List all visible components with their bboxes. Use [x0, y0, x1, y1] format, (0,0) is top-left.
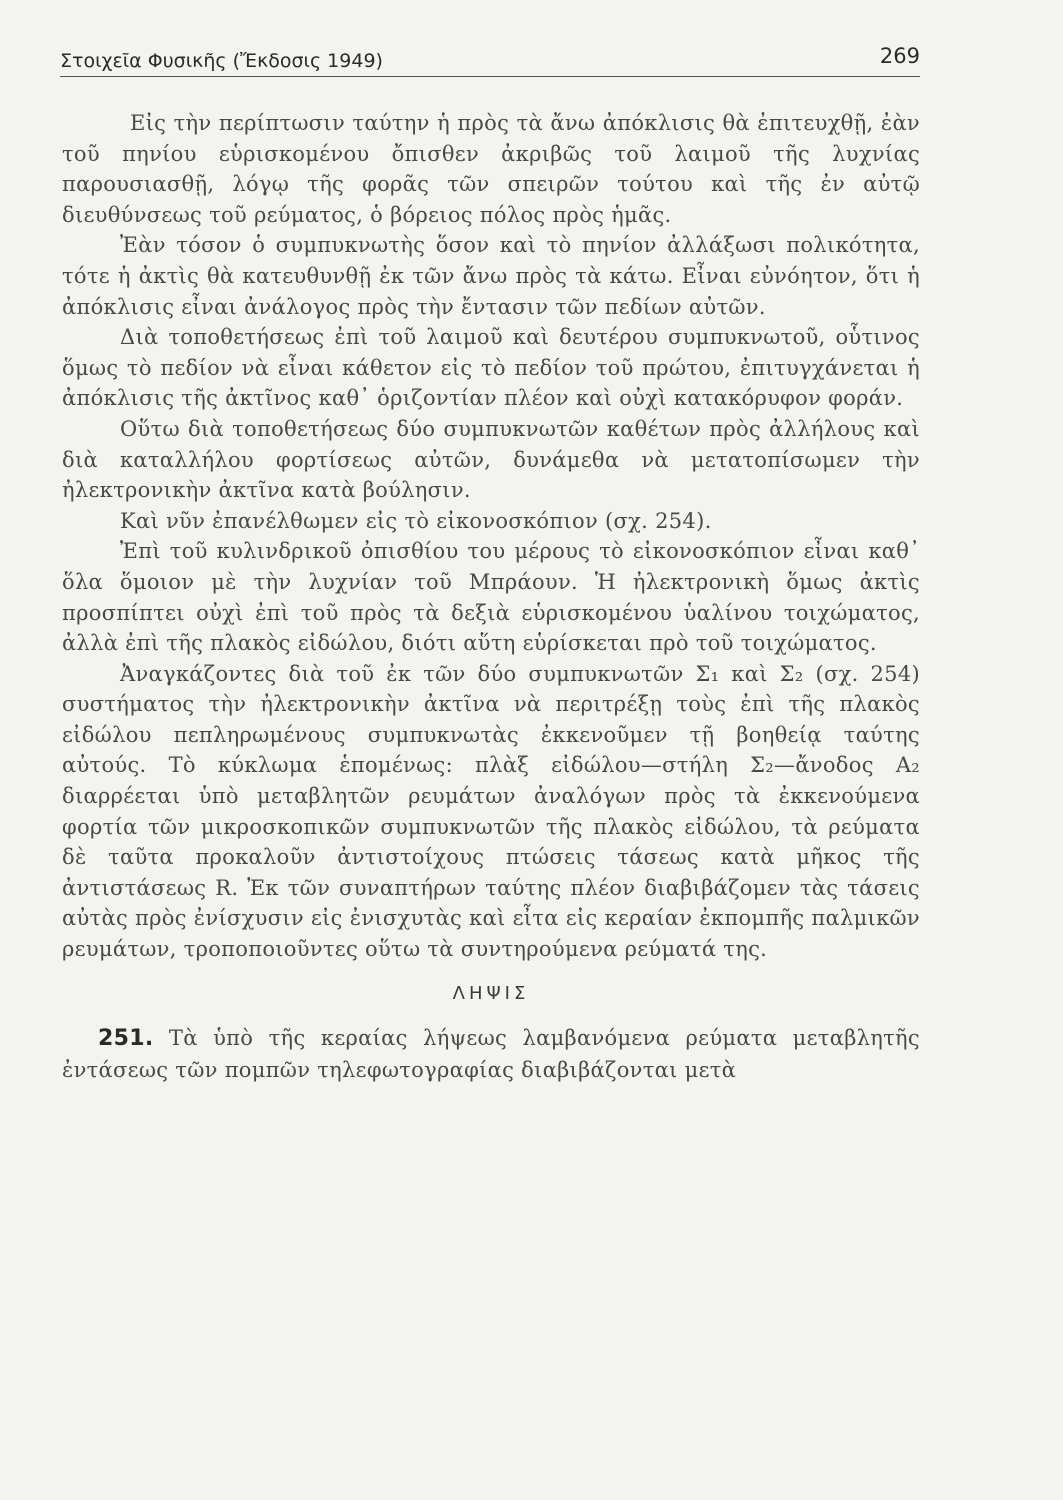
paragraph-number: 251.	[98, 1026, 154, 1052]
page-number: 269	[879, 44, 920, 68]
paragraph: Καὶ νῦν ἐπανέλθωμεν εἰς τὸ εἰκονοσκόπιον (σχ. 254).	[120, 508, 712, 533]
running-title: Στοιχεῖα Φυσικῆς (Ἔκδοσις 1949)	[60, 50, 383, 72]
numbered-paragraph	[62, 1023, 920, 1085]
paragraph: Ἐπὶ τοῦ κυλινδρικοῦ ὀπισθίου του μέρους τὸ εἰκονοσκόπιον εἶναι καθ᾽ ὅλα ὅμοιον μὲ τὴν λυχνίαν τοῦ Μπράουν. Ἡ ἠλεκτρονικὴ ὅμως ἀκτὶς προσπίπτει οὐχὶ ἐπὶ τοῦ πρὸς τὰ δεξιὰ εὑρισκομένου ὑαλίνου τοιχώματος, ἀλλὰ ἐπὶ τῆς πλακὸς εἰδώλου, διότι αὕτη εὑρίσκεται πρὸ τοῦ τοιχώματος.	[62, 539, 920, 656]
paragraph-text: Τὰ ὑπὸ τῆς κεραίας λήψεως λαμβανόμενα ρεύματα μεταβλητῆς ἐντάσεως τῶν πομπῶν τηλεφωτογραφίας διαβιβάζονται μετὰ	[62, 1026, 920, 1082]
section-heading: ΛΗΨΙΣ	[452, 982, 530, 1004]
body-text	[62, 108, 920, 1085]
paragraph: Διὰ τοποθετήσεως ἐπὶ τοῦ λαιμοῦ καὶ δευτέρου συμπυκνωτοῦ, οὗτινος ὅμως τὸ πεδίον νὰ εἶναι κάθετον εἰς τὸ πεδίον τοῦ πρώτου, ἐπιτυγχάνεται ἡ ἀπόκλισις τῆς ἀκτῖνος καθ᾽ ὁριζοντίαν πλέον καὶ οὐχὶ κατακόρυφον φοράν.	[62, 325, 920, 411]
paragraph: Ἐὰν τόσον ὁ συμπυκνωτὴς ὅσον καὶ τὸ πηνίον ἀλλάξωσι πολικότητα, τότε ἡ ἀκτὶς θὰ κατευθυνθῇ ἐκ τῶν ἄνω πρὸς τὰ κάτω. Εἶναι εὐνόητον, ὅτι ἡ ἀπόκλισις εἶναι ἀνάλογος πρὸς τὴν ἔντασιν τῶν πεδίων αὐτῶν.	[62, 233, 920, 319]
running-header	[60, 44, 920, 77]
paragraph: Ἀναγκάζοντες διὰ τοῦ ἐκ τῶν δύο συμπυκνωτῶν Σ₁ καὶ Σ₂ (σχ. 254) συστήματος τὴν ἠλεκτρονικὴν ἀκτῖνα νὰ περιτρέξῃ τοὺς ἐπὶ τῆς πλακὸς εἰδώλου πεπληρωμένους συμπυκνωτὰς ἐκκενοῦμεν τῇ βοηθείᾳ ταύτης αὐτούς. Τὸ κύκλωμα ἑπομένως: πλὰξ εἰδώλου—στήλη Σ₂—ἄνοδος Α₂ διαρρέεται ὑπὸ μεταβλητῶν ρευμάτων ἀναλόγων πρὸς τὰ ἐκκενούμενα φορτία τῶν μικροσκοπικῶν συμπυκνωτῶν τῆς πλακὸς εἰδώλου, τὰ ρεύματα δὲ ταῦτα προκαλοῦν ἀντιστοίχους πτώσεις τάσεως κατὰ μῆκος τῆς ἀντιστάσεως R. Ἐκ τῶν συναπτήρων ταύτης πλέον διαβιβάζομεν τὰς τάσεις αὐτὰς πρὸς ἐνίσχυσιν εἰς ἐνισχυτὰς καὶ εἶτα εἰς κεραίαν ἐκπομπῆς παλμικῶν ρευμάτων, τροποποιοῦντες οὕτω τὰ συντηρούμενα ρεύματά της.	[62, 661, 920, 962]
paragraph: Εἰς τὴν περίπτωσιν ταύτην ἡ πρὸς τὰ ἄνω ἀπόκλισις θὰ ἐπιτευχθῇ, ἐὰν τοῦ πηνίου εὑρισκομένου ὄπισθεν ἀκριβῶς τοῦ λαιμοῦ τῆς λυχνίας παρουσιασθῇ, λόγῳ τῆς φορᾶς τῶν σπειρῶν τούτου καὶ τῆς ἐν αὐτῷ διευθύνσεως τοῦ ρεύματος, ὁ βόρειος πόλος πρὸς ἡμᾶς.	[62, 111, 920, 227]
paragraph: Οὕτω διὰ τοποθετήσεως δύο συμπυκνωτῶν καθέτων πρὸς ἀλλήλους καὶ διὰ καταλλήλου φορτίσεως αὐτῶν, δυνάμεθα νὰ μετατοπίσωμεν τὴν ἠλεκτρονικὴν ἀκτῖνα κατὰ βούλησιν.	[62, 416, 920, 503]
